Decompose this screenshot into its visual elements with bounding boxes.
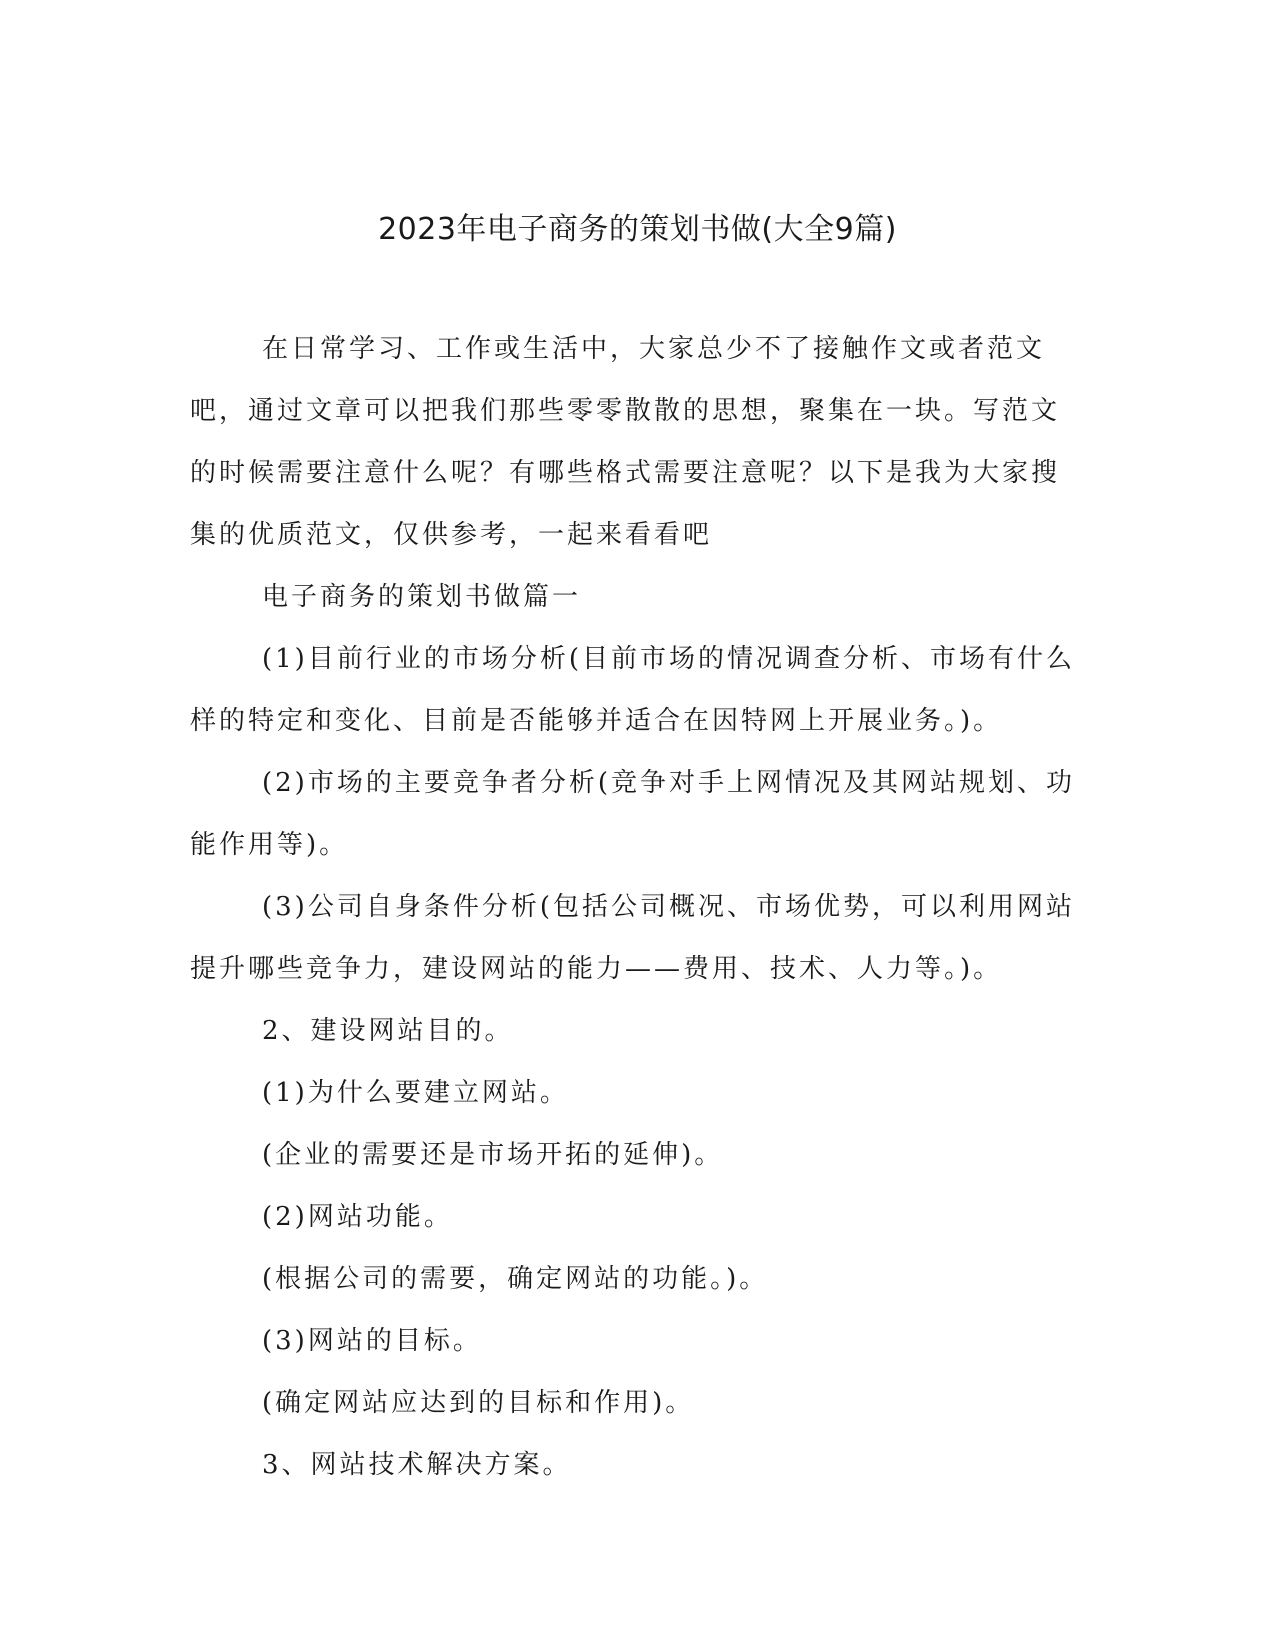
paragraph: (确定网站应达到的目标和作用)。 bbox=[262, 1388, 695, 1418]
section-heading: 电子商务的策划书做篇一 bbox=[262, 582, 582, 612]
paragraph: (1)目前行业的市场分析(目前市场的情况调查分析、市场有什么样的特定和变化、目前是否能够并适合在因特网上开展业务。)。 bbox=[190, 644, 1075, 736]
paragraph: (企业的需要还是市场开拓的延伸)。 bbox=[262, 1140, 724, 1170]
document-title: 2023年电子商务的策划书做(大全9篇) bbox=[378, 212, 897, 247]
paragraph: (3)公司自身条件分析(包括公司概况、市场优势，可以利用网站提升哪些竞争力，建设网站的能力——费用、技术、人力等。)。 bbox=[190, 892, 1075, 984]
paragraph: (根据公司的需要，确定网站的功能。)。 bbox=[262, 1264, 769, 1294]
paragraph: (3)网站的目标。 bbox=[262, 1326, 482, 1356]
paragraph: (2)网站功能。 bbox=[262, 1202, 453, 1232]
paragraph: (2)市场的主要竞争者分析(竞争对手上网情况及其网站规划、功能作用等)。 bbox=[190, 768, 1075, 860]
paragraph: 3、网站技术解决方案。 bbox=[262, 1450, 572, 1480]
intro-paragraph: 在日常学习、工作或生活中，大家总少不了接触作文或者范文吧，通过文章可以把我们那些零零散散的思想，聚集在一块。写范文的时候需要注意什么呢？有哪些格式需要注意呢？以下是我为大家搜集的优质范文，仅供参考，一起来看看吧 bbox=[190, 334, 1061, 550]
document-body bbox=[190, 318, 1080, 1496]
paragraph: 2、建设网站目的。 bbox=[262, 1016, 514, 1046]
paragraph: (1)为什么要建立网站。 bbox=[262, 1078, 569, 1108]
